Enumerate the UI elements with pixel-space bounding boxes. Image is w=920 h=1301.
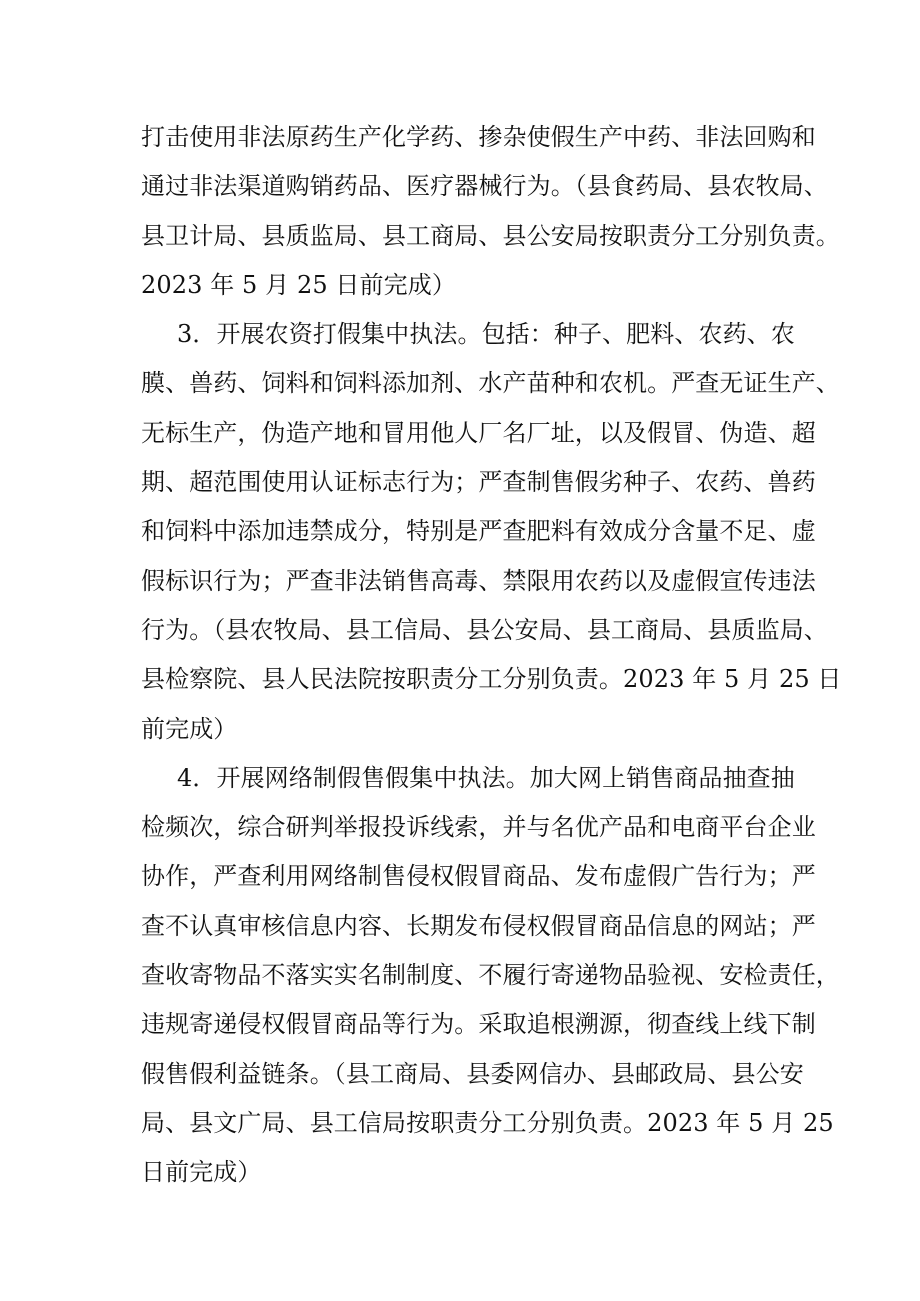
text-line: 和饲料中添加违禁成分，特别是严查肥料有效成分含量不足、虚 (141, 517, 816, 546)
text-line: 县卫计局、县质监局、县工商局、县公安局按职责分工分别负责。 (141, 221, 840, 250)
text-line: 4．开展网络制假售假集中执法。加大网上销售商品抽查抽 (177, 763, 795, 792)
text-line: 查不认真审核信息内容、长期发布侵权假冒商品信息的网站；严 (141, 911, 816, 940)
text-line: 期、超范围使用认证标志行为；严查制售假劣种子、农药、兽药 (141, 468, 816, 497)
text-line: 膜、兽药、饲料和饲料添加剂、水产苗种和农机。严查无证生产、 (141, 369, 840, 398)
document-body (141, 113, 842, 1198)
text-line: 2023 年 5 月 25 日前完成） (141, 270, 456, 299)
paragraph-item-4 (141, 754, 840, 1198)
text-line: 协作，严查利用网络制售侵权假冒商品、发布虚假广告行为；严 (141, 862, 816, 891)
text-line: 假售假利益链条。（县工商局、县委网信办、县邮政局、县公安 (141, 1059, 804, 1088)
text-line: 假标识行为；严查非法销售高毒、禁限用农药以及虚假宣传违法 (141, 566, 816, 595)
text-line: 打击使用非法原药生产化学药、掺杂使假生产中药、非法回购和 (141, 123, 816, 151)
text-line: 前完成） (141, 714, 238, 743)
paragraph-continuation (141, 113, 840, 310)
text-line: 无标生产，伪造产地和冒用他人厂名厂址，以及假冒、伪造、超 (141, 418, 816, 447)
paragraph-item-3 (141, 310, 842, 754)
text-line: 通过非法渠道购销药品、医疗器械行为。（县食药局、县农牧局、 (141, 172, 828, 201)
text-line: 行为。（县农牧局、县工信局、县公安局、县工商局、县质监局、 (141, 615, 828, 644)
text-line: 查收寄物品不落实实名制制度、不履行寄递物品验视、安检责任， (141, 961, 840, 990)
text-line: 局、县文广局、县工信局按职责分工分别负责。2023 年 5 月 25 (141, 1108, 834, 1137)
text-line: 检频次，综合研判举报投诉线索，并与名优产品和电商平台企业 (141, 813, 816, 842)
text-line: 3．开展农资打假集中执法。包括：种子、肥料、农药、农 (177, 320, 795, 349)
text-line: 违规寄递侵权假冒商品等行为。采取追根溯源，彻查线上线下制 (141, 1010, 816, 1039)
text-line: 县检察院、县人民法院按职责分工分别负责。2023 年 5 月 25 日 (141, 665, 842, 694)
text-line: 日前完成） (141, 1158, 262, 1187)
